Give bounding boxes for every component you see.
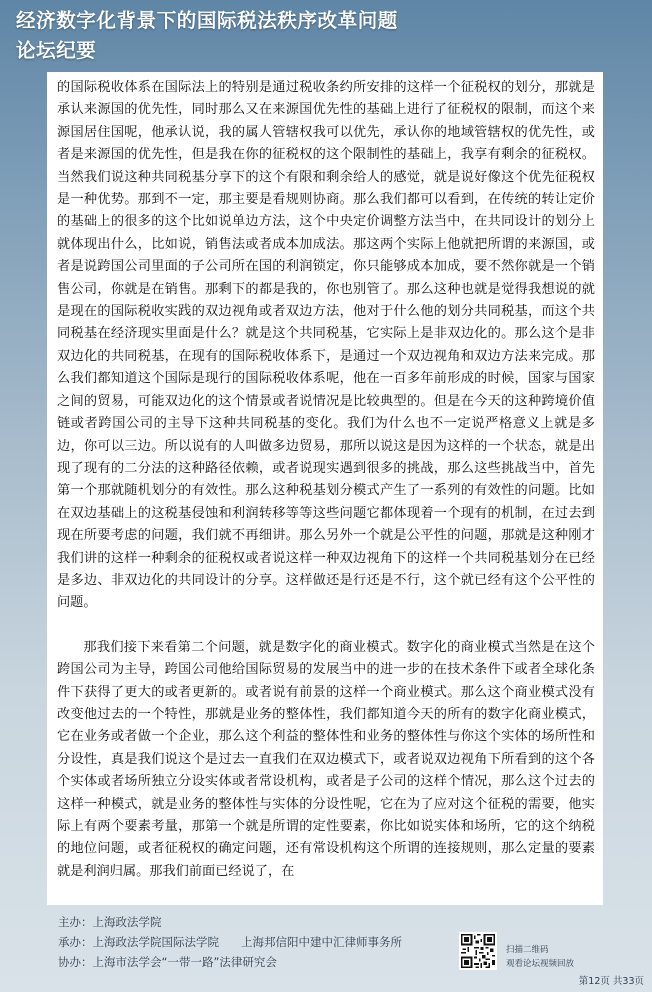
- page-header: [16, 6, 398, 66]
- host-label: 主办：: [58, 915, 93, 929]
- footer-co-organizer-row: [58, 952, 402, 972]
- qr-caption: [506, 943, 574, 971]
- co-organizer-label: 协办：: [58, 955, 93, 969]
- page-title: 经济数字化背景下的国际税法秩序改革问题: [16, 9, 398, 32]
- organizer-label: 承办：: [58, 935, 93, 949]
- footer-credits: [58, 912, 402, 972]
- qr-caption-line-1: 扫描二维码: [506, 945, 549, 955]
- organizer-name-1: 上海政法学院国际法学院: [92, 935, 219, 949]
- organizer-name-2: 上海邦信阳中建中汇律师事务所: [241, 935, 402, 949]
- body-paragraph: 的国际税收体系在国际法上的特别是通过税收条约所安排的这样一个征税权的划分，那就是承认来源国的优先性，同时那么又在来源国优先性的基础上进行了征税权的限制，而这个来源国居住国呢，他承认说，我的属人管辖权我可以优先，承认你的地域管辖权的优先性，或者是来源国的优先性，但是我在你的征税权的这个限制性的基础上，我享有剩余的征税权。当然我们说这种共同税基分享下的这个有限和剩余给人的感觉，就是说好像这个优先征税权是一种优势。那到不一定，那主要是看规则协商。那么我们都可以看到，在传统的转让定价的基础上的很多的这个比如说单边方法，这个中央定价调整方法当中，在共同设计的划分上就体现出什么，比如说，销售法或者成本加成法。那这两个实际上他就把所谓的来源国，或者是说跨国公司里面的子公司所在国的利润锁定，你只能够成本加成，要不然你就是一个销售公司，你就是在销售。那剩下的都是我的，你也别管了。那么这种也就是觉得我想说的就是现在的国际税收实践的双边视角或者双边方法，他对于什么他的划分共同税基，而这个共同税基在经济现实里面是什么？就是这个共同税基，它实际上是非双边化的。那么这个是非双边化的共同税基，在现有的国际税收体系下，是通过一个双边视角和双边方法来完成。那么我们都知道这个国际是现行的国际税收体系呢，他在一百多年前形成的时候，国家与国家之间的贸易，可能双边化的这个情景或者说情况是比较典型的。但是在今天的这种跨境价值链或者跨国公司的主导下这种共同税基的变化。我们为什么也不一定说严格意义上就是多边，你可以三边。所以说有的人叫做多边贸易，那所以说这是因为这样的一个状态，就是出现了现有的二分法的这种路径依赖，或者说现实遇到很多的挑战，那么这些挑战当中，首先第一个那就随机划分的有效性。那么这种税基划分模式产生了一系列的有效性的问题。比如在双边基础上的这税基侵蚀和利润转移等等这些问题它都体现着一个现有的机制，在过去到现在所要考虑的问题，我们就不再细讲。那么另外一个就是公平性的问题，那就是这种刚才我们讲的这样一种剩余的征税权或者说这样一种双边视角下的这样一个共同税基划分在已经是多边、非双边化的共同设计的分享。这样做还是行还是不行，这个就已经有这个公平性的问题。: [57, 80, 595, 611]
- co-organizer-name: 上海市法学会“一带一路”法律研究会: [92, 955, 277, 969]
- qr-code-icon[interactable]: [459, 932, 497, 970]
- page-indicator: 第12页 共33页: [578, 976, 644, 987]
- page-subtitle: 论坛纪要: [16, 39, 97, 62]
- host-name: 上海政法学院: [92, 915, 162, 929]
- body-paragraph: 那我们接下来看第二个问题，就是数字化的商业模式。数字化的商业模式当然是在这个跨国公司为主导，跨国公司他给国际贸易的发展当中的进一步的在技术条件下或者全球化条件下获得了更大的或者更新的。或者说有前景的这样一个商业模式。那么这个商业模式没有改变他过去的一个特性，那就是业务的整体性，我们都知道今天的所有的数字化商业模式，它在业务或者做一个企业，那么这个利益的整体性和业务的整体性与你这个实体的场所性和分设性，真是我们说这个是过去一直我们在双边模式下，或者说双边视角下所看到的这个各个实体或者场所独立分设实体或者常设机构，或者是子公司的这样个情况，那么这个过去的这样一种模式，就是业务的整体性与实体的分设性呢，它在为了应对这个征税的需要，他实际上有两个要素考量，那第一个就是所谓的定性要素，你比如说实体和场所，它的这个纳税的地位问题，或者征税权的确定问题，还有常设机构这个所谓的连接规则，那么定量的要素就是利润归属。那我们前面已经说了，在: [57, 639, 595, 879]
- qr-caption-line-2: 观看论坛视频回放: [506, 959, 575, 969]
- footer-host-row: [58, 912, 402, 932]
- footer-organizer-row: [58, 932, 402, 952]
- content-card: [47, 72, 603, 905]
